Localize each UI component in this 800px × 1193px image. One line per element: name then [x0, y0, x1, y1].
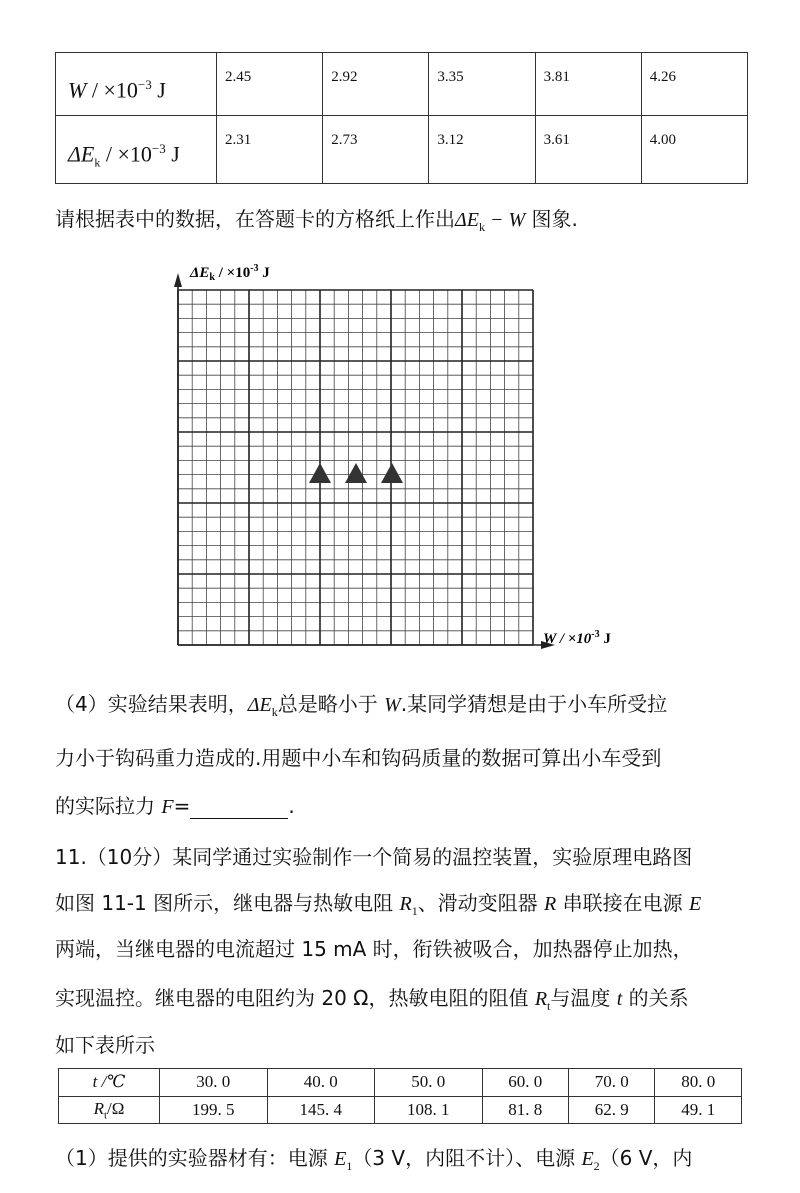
- row-header-ek: $\Delta E_k / \times 10^{-3}$ J: [56, 115, 217, 183]
- table-cell: 3.35: [429, 53, 535, 116]
- table-cell: 199. 5: [160, 1096, 268, 1124]
- table-cell: 62. 9: [568, 1096, 654, 1124]
- thermistor-table: [58, 1068, 742, 1124]
- question4-line3: 的实际拉力 F= .: [55, 794, 295, 818]
- question4-line2: 力小于钩码重力造成的.用题中小车和钩码质量的数据可算出小车受到: [55, 746, 662, 770]
- table-row-temperature: [59, 1069, 742, 1097]
- instruction-text: 请根据表中的数据，在答题卡的方格纸上作出$\Delta E_k - W$ 图象.: [55, 207, 578, 234]
- table-row-ek: [56, 115, 748, 183]
- table-cell: 60. 0: [482, 1069, 568, 1097]
- y-axis-arrow-icon: [174, 273, 182, 287]
- table-cell: 2.73: [323, 115, 429, 183]
- table-cell: 108. 1: [375, 1096, 483, 1124]
- table-row-w: [56, 53, 748, 116]
- watermark-triangle-icon: [309, 463, 331, 483]
- question11-line3: 两端，当继电器的电流超过 15 mA 时，衔铁被吸合，加热器停止加热，: [55, 937, 693, 961]
- question11-line2: 如图 11-1 图所示，继电器与热敏电阻 $R_1$、滑动变阻器 R 串联接在电源 E: [55, 891, 702, 918]
- question1-line: （1）提供的实验器材有：电源 $E_1(3$ V，内阻不计）、电源 $E_2(6$ V，内: [55, 1146, 693, 1173]
- table-cell: 80. 0: [655, 1069, 742, 1097]
- watermark-triangles: [309, 463, 403, 483]
- table-cell: 2.92: [323, 53, 429, 116]
- table-cell: 70. 0: [568, 1069, 654, 1097]
- question11-line1: 11.（10分）某同学通过实验制作一个简易的温控装置，实验原理电路图: [55, 845, 693, 869]
- table-cell: 3.12: [429, 115, 535, 183]
- question11-line4: 实现温控。继电器的电阻约为 20 Ω，热敏电阻的阻值 $R_t$与温度 t 的关系: [55, 986, 689, 1013]
- graph-paper-chart: [160, 255, 660, 655]
- data-table-w-ek: [55, 52, 748, 184]
- table-cell: 81. 8: [482, 1096, 568, 1124]
- row-header-resistance: $R_t/\Omega$: [59, 1096, 160, 1124]
- table-cell: 3.81: [535, 53, 641, 116]
- question11-line5: 如下表所示: [55, 1033, 155, 1057]
- question4-line1: （4）实验结果表明，$\Delta E_k$总是略小于 W.某同学猜想是由于小车所受拉: [55, 692, 668, 719]
- table-row-resistance: [59, 1096, 742, 1124]
- table-cell: 49. 1: [655, 1096, 742, 1124]
- table-cell: 3.61: [535, 115, 641, 183]
- table-cell: 30. 0: [160, 1069, 268, 1097]
- row-header-w: $W / \times 10^{-3}$ J: [56, 53, 217, 116]
- answer-blank[interactable]: [190, 798, 288, 819]
- y-axis-label: $\Delta E_k / \times 10^{-3}$ J: [190, 263, 270, 283]
- table-cell: 2.45: [217, 53, 323, 116]
- table-cell: 50. 0: [375, 1069, 483, 1097]
- table-cell: 2.31: [217, 115, 323, 183]
- row-header-temperature: t /℃: [59, 1069, 160, 1097]
- x-axis-label: $W / \times 10^{-3}$ J: [543, 629, 611, 647]
- watermark-triangle-icon: [381, 463, 403, 483]
- table-cell: 4.26: [641, 53, 747, 116]
- table-cell: 40. 0: [267, 1069, 375, 1097]
- table-cell: 4.00: [641, 115, 747, 183]
- table-cell: 145. 4: [267, 1096, 375, 1124]
